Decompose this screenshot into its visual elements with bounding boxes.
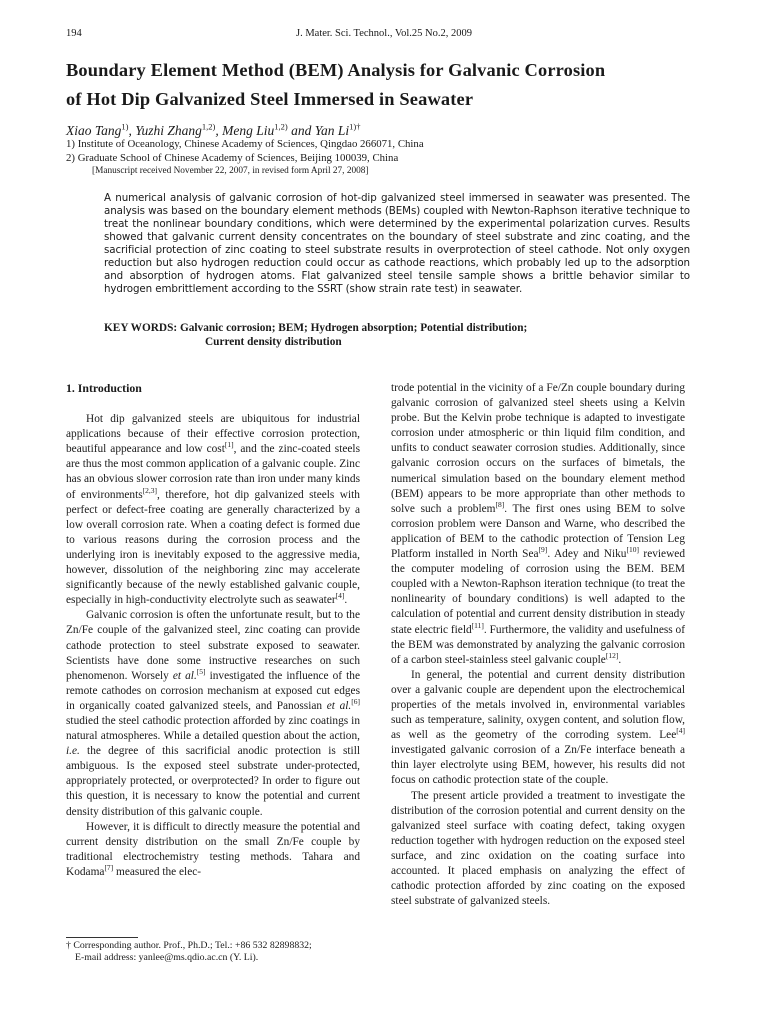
body-text: In general, the potential and current density distribution over a galvanic couple are dependent upon the electrochemical properties of the metals involved in, environmental variables such as temperature, salinity, oxygen content, and solution flow, as well as the geometry of the corroding system. Lee <box>391 668 685 742</box>
keywords <box>104 321 690 349</box>
keywords-line-1: Galvanic corrosion; BEM; Hydrogen absorption; Potential distribution; <box>179 322 528 334</box>
citation-ref: [5] <box>196 666 206 676</box>
page-number: 194 <box>66 28 82 39</box>
italic-text: et al. <box>326 699 352 712</box>
body-text: the degree of this sacrificial anodic protection is still ambiguous. Is the exposed steel substrate under-protected, appropriately protected, or overprotected? In order to figure out this question, it is necessary to know the potential and current density distribution of this galvanic couple. <box>66 745 360 818</box>
affiliation-1: 1) Institute of Oceanology, Chinese Academy of Sciences, Qingdao 266071, China <box>66 138 424 150</box>
body-text: . Furthermore, the validity and usefulness of the BEM was demonstrated by analyzing the galvanic corrosion of a carbon steel-stainless steel galvanic couple <box>391 623 685 666</box>
left-paragraph <box>66 608 360 819</box>
citation-ref: [8] <box>495 499 505 509</box>
affiliation-2: 2) Graduate School of Chinese Academy of Sciences, Beijing 100039, China <box>66 152 399 164</box>
body-text: investigated the influence of the remote cathodes on corrosion mechanism at exposed cut edges in organically coated galvanized steels, and Panossian <box>66 669 360 712</box>
body-text: trode potential in the vicinity of a Fe/Zn couple boundary during galvanic corrosion of galvanized steel sheets using a Kelvin probe. But the Kelvin probe technique is adapted to investigate corrosion under atmospheric or thin liquid film condition, and unfits to conduct seawater corrosion studies. Additionally, since galvanic corrosion occurs on the surfaces of bimetals, the numerical simulation based on the boundary element method (BEM) appears to be more appropriate than other methods to solve such a problem <box>391 382 685 515</box>
body-text: . <box>618 653 622 666</box>
body-text: , and the zinc-coated steels are thus the most common application of a galvanic couple. Zinc has an obvious slower corrosion rate than iron under many kinds of environments <box>66 443 360 501</box>
author-1: Xiao Tang$^{1)}$, <box>66 121 136 138</box>
right-paragraph <box>391 668 685 789</box>
body-text: investigated galvanic corrosion of a Zn/Fe interface beneath a thin layer electrolyte using BEM, however, his results did not focus on cathodic protection state of the couple. <box>391 744 685 787</box>
author-list <box>66 121 702 139</box>
citation-ref: [9] <box>538 545 548 555</box>
citation-ref: [12] <box>605 650 619 660</box>
manuscript-dates: [Manuscript received November 22, 2007, in revised form April 27, 2008] <box>92 166 369 176</box>
body-text: Hot dip galvanized steels are ubiquitous for industrial applications because of their effective corrosion protection, beautiful appearance and low cost <box>66 413 360 456</box>
footnote-line-1: † Corresponding author. Prof., Ph.D.; Tel.: +86 532 82898832; <box>66 940 312 951</box>
title-line-1: Boundary Element Method (BEM) Analysis for Galvanic Corrosion <box>66 60 606 80</box>
body-text: The present article provided a treatment to investigate the distribution of the corrosion potential and current density on the galvanized steel surface with coating defect, taking oxygen reduction together with hydrogen reduction on the exposed steel surface, and zinc oxidation on the coating surface into accounted. It placed emphasis on analyzing the effect of cathodic protection afforded by zinc coating on the exposed steel substrate of galvanized steels. <box>391 789 685 908</box>
body-text: measured the elec- <box>113 865 202 878</box>
left-paragraph <box>66 412 360 608</box>
author-2: Yuzhi Zhang$^{1,2)}$, <box>135 121 223 138</box>
footnote <box>66 940 366 963</box>
right-paragraphs <box>391 381 685 909</box>
left-paragraphs <box>66 412 360 880</box>
body-text: , therefore, hot dip galvanized steels with perfect or defect-free coating are generally characterized by a low overall corrosion rate. When a coating defect is formed due to various reasons during the corrosion process and the underlying iron is inevitably exposed to the aggressive media, however, dissolution of the neighboring zinc may accelerate significantly because of the newly established galvanic couple, especially in high-conductivity electrolyte such as seawater <box>66 488 360 607</box>
abstract: A numerical analysis of galvanic corrosion of hot-dip galvanized steel immersed in seawater was presented. The analysis was based on the boundary element methods (BEMs) coupled with Newton-Raphson iterative technique to treat the nonlinear boundary conditions, which were determined by the experimental polarization curves. Results showed that galvanic current density concentrates on the boundary of steel substrate and zinc coating, and the sacrificial protection of zinc coating to steel substrate results in overprotection of steel cathode. Not only oxygen reduction but also hydrogen reduction could occur as cathode reactions, which probably led up to the adsorption and absorption of hydrogen atoms. Flat galvanized steel tensile sample shows a brittle behavior similar to hydrogen embrittlement according to the SSRT (show strain rate test) in seawater. <box>104 192 690 295</box>
citation-ref: [4] <box>335 591 345 601</box>
body-text: studied the steel cathodic protection afforded by zinc coatings in natural atmospheres. While a detailed question about the action, <box>66 714 360 743</box>
body-text: . The first ones using BEM to solve corrosion problem were Danson and Warne, who described the application of BEM to the cathodic protection of Tension Leg Platform installed in North Sea <box>391 502 685 561</box>
author-3: Meng Liu$^{1,2)}$ and <box>222 121 315 138</box>
title-line-2: of Hot Dip Galvanized Steel Immersed in Seawater <box>66 89 474 109</box>
footnote-line-2: E-mail address: yanlee@ms.qdio.ac.cn (Y. Li). <box>75 951 259 963</box>
author-4: Yan $Li^{1)\dagger}$ <box>314 121 361 138</box>
citation-ref: [6] <box>351 697 360 707</box>
citation-ref: [1] <box>224 440 234 450</box>
paper-title <box>66 56 708 114</box>
section-heading: 1. Introduction <box>66 381 142 395</box>
citation-ref: [2,3] <box>142 485 158 495</box>
right-column <box>391 381 685 909</box>
citation-ref: [10] <box>626 545 639 555</box>
journal-citation: J. Mater. Sci. Technol., Vol.25 No.2, 2009 <box>295 28 472 39</box>
body-text: reviewed the computer modeling of corrosion using the BEM. BEM coupled with a Newton-Raphson iteration technique (to treat the nonlinearity of boundary conditions) is well adapted to the calculation of potential and current density distribution in steady state electric field <box>391 548 685 636</box>
running-header <box>66 28 702 44</box>
citation-ref: [11] <box>471 620 484 630</box>
right-paragraph <box>391 381 685 668</box>
italic-text: i.e. <box>66 745 80 758</box>
body-text: . Adey and Niku <box>547 548 627 561</box>
body-text: However, it is difficult to directly measure the potential and current density distribution on the small Zn/Fe couple by traditional electrochemistry testing methods. Tahara and Kodama <box>66 820 360 878</box>
citation-ref: [7] <box>104 863 114 873</box>
right-paragraph <box>391 789 685 910</box>
keywords-line-2: Current density distribution <box>205 336 342 348</box>
left-paragraph <box>66 820 360 880</box>
italic-text: et al. <box>172 669 197 682</box>
left-column <box>66 381 360 880</box>
body-text: . <box>344 594 348 607</box>
citation-ref: [4] <box>676 726 685 736</box>
footnote-rule <box>66 937 138 938</box>
keywords-label: KEY WORDS: <box>104 322 178 334</box>
body-text: Galvanic corrosion is often the unfortunate result, but to the Zn/Fe couple of the galvanized steel, zinc coating can provide cathode protection to steel substrate exposed to seawater. Scientists have done some instructive researches on such phenomenon. Worsely <box>66 609 360 682</box>
